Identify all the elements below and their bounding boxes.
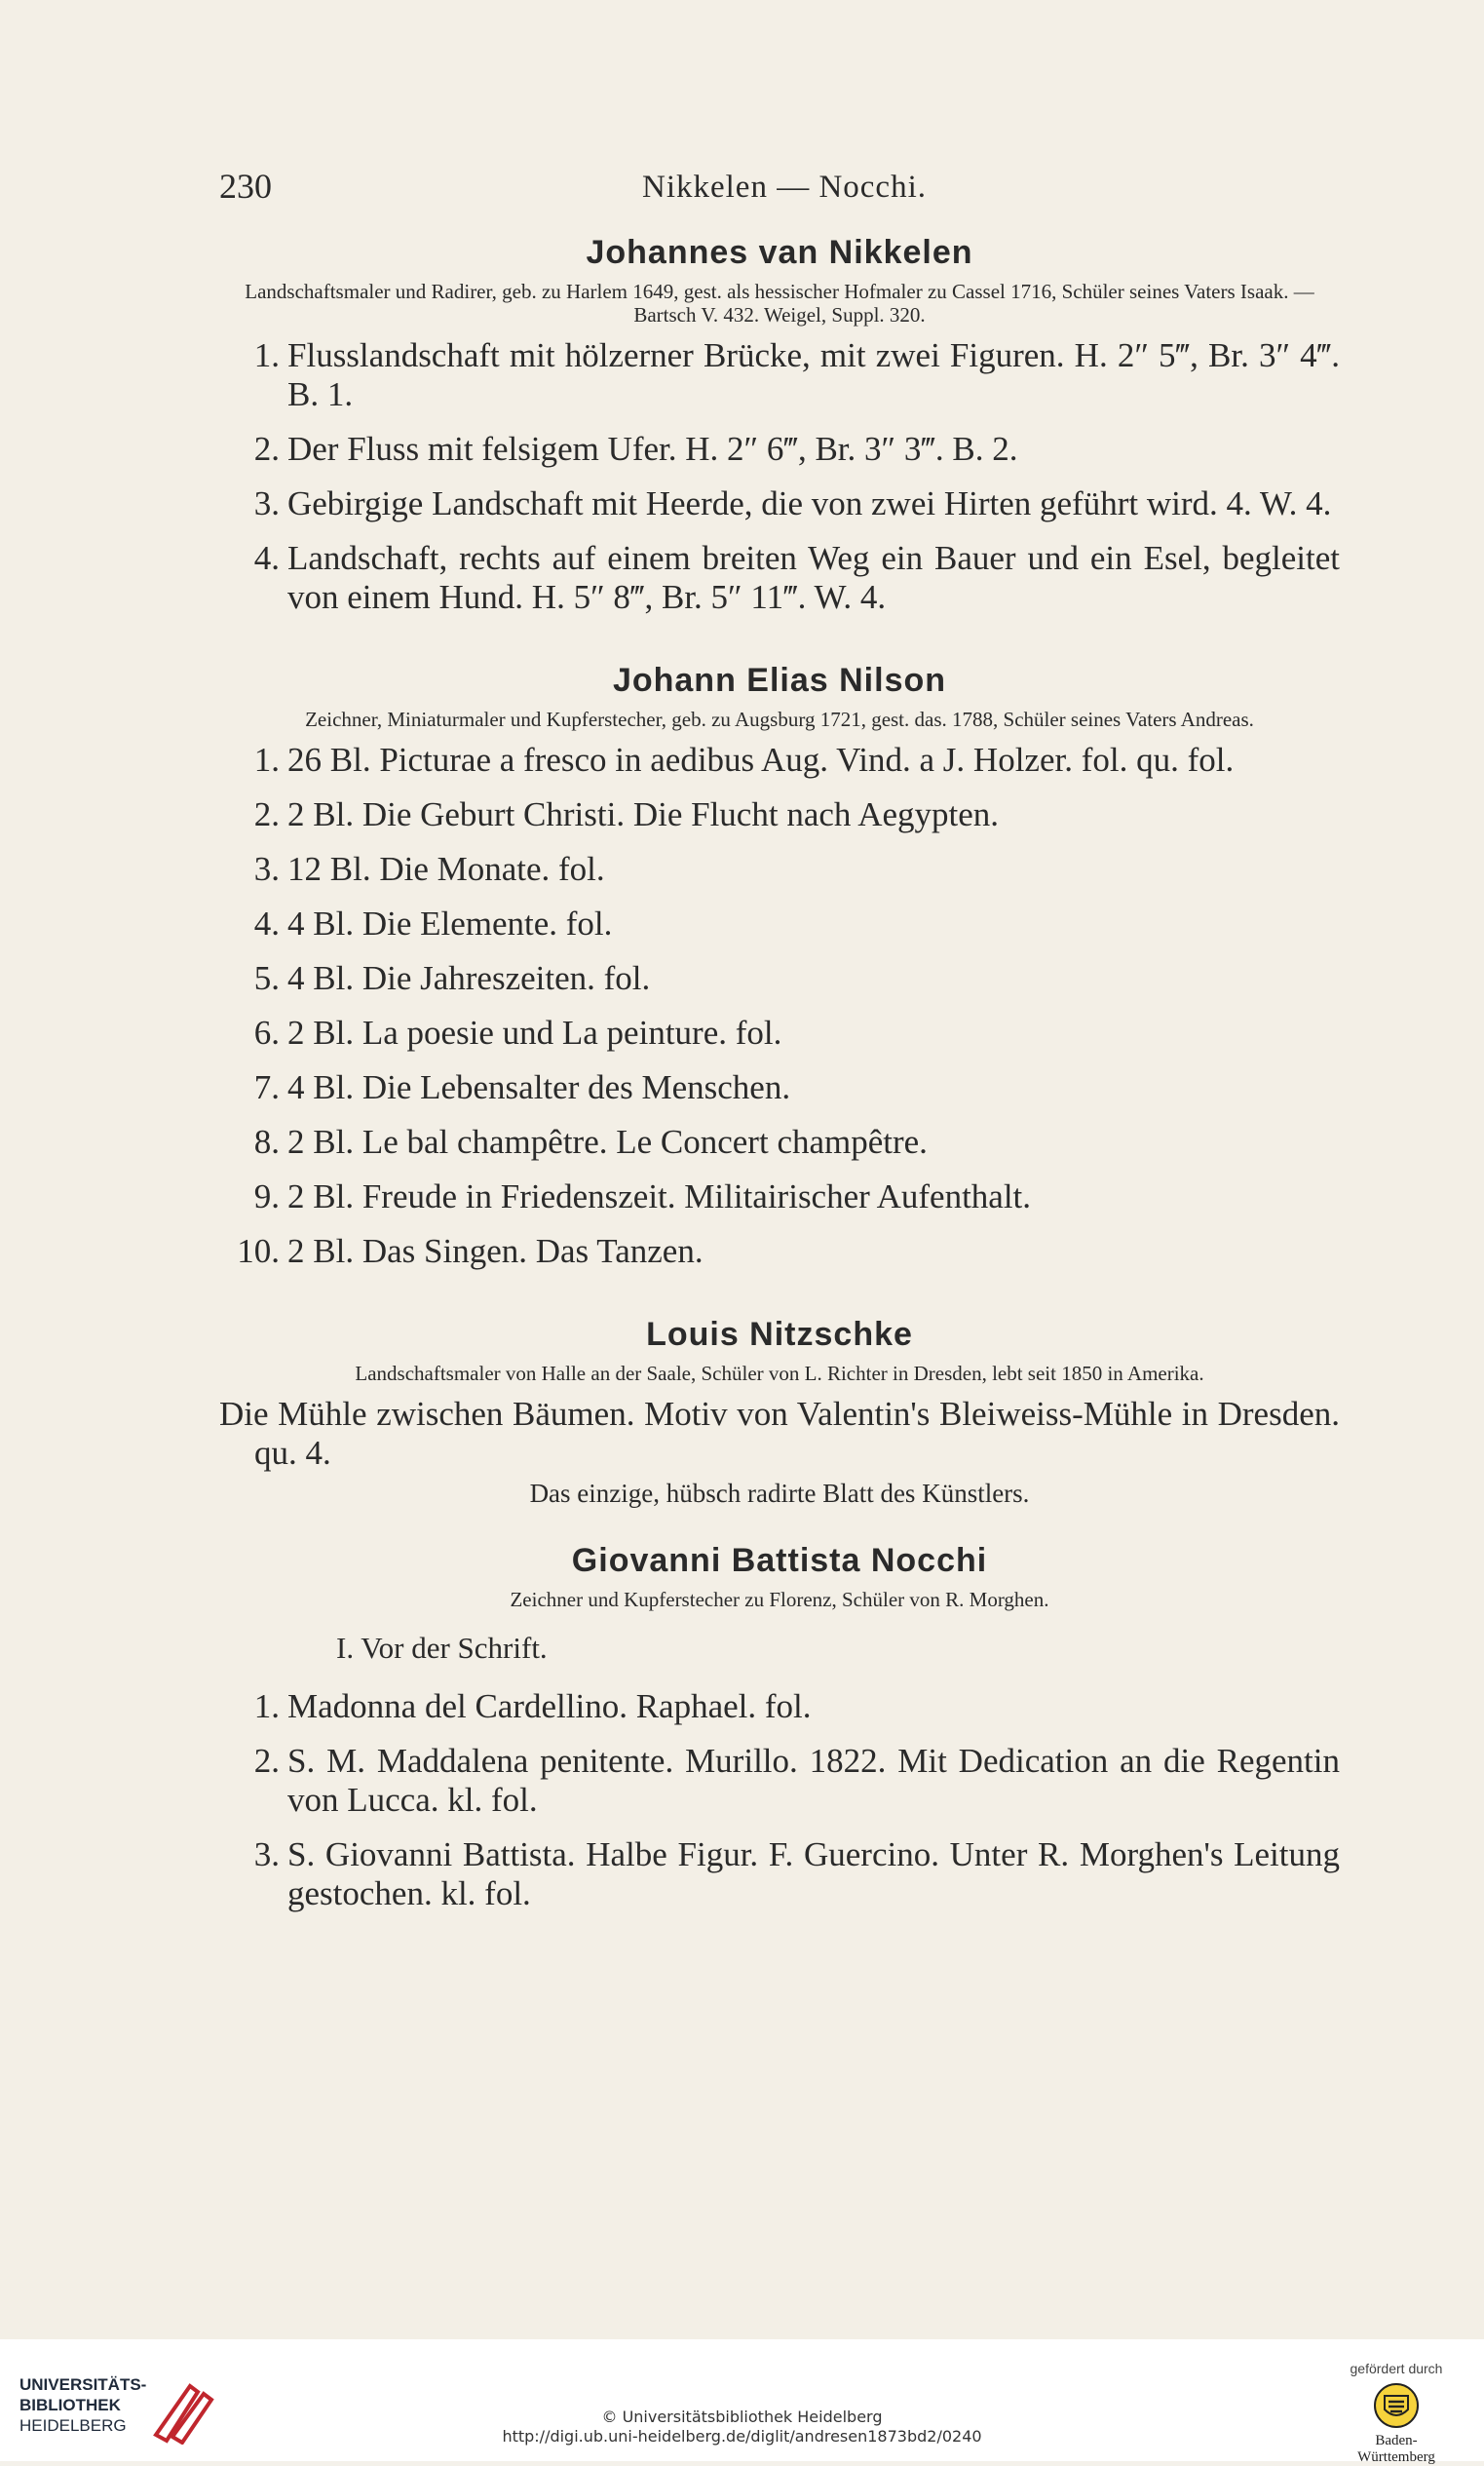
catalog-entry: Die Mühle zwischen Bäumen. Motiv von Valentin's Bleiweiss-Mühle in Dresden. qu. 4. bbox=[219, 1395, 1340, 1472]
page-number: 230 bbox=[219, 167, 272, 206]
footer-credits bbox=[0, 2408, 1484, 2447]
running-title: Nikkelen — Nocchi. bbox=[641, 170, 927, 205]
catalog-entry: 6. 2 Bl. La poesie und La peinture. fol. bbox=[253, 1014, 782, 1052]
artist-heading-nikkelen: Johannes van Nikkelen bbox=[586, 234, 973, 271]
catalog-entry: 1. 26 Bl. Picturae a fresco in aedibus Aug. Vind. a J. Holzer. fol. qu. fol. bbox=[253, 741, 1235, 779]
catalog-entry: 10. 2 Bl. Das Singen. Das Tanzen. bbox=[237, 1232, 704, 1270]
catalog-entry: 3. Gebirgige Landschaft mit Heerde, die von zwei Hirten geführt wird. 4. W. 4. bbox=[253, 484, 1332, 522]
page-content bbox=[219, 234, 1340, 1913]
artist-bio-nikkelen: Landschaftsmaler und Radirer, geb. zu Harlem 1649, gest. als hessischer Hofmaler zu Cassel 1716, Schüler seines Vaters Isaak. — Bartsch V. 432. Weigel, Suppl. 320. bbox=[245, 280, 1314, 327]
catalog-entry: 4. Landschaft, rechts auf einem breiten Weg ein Bauer und ein Esel, begleitet von einem Hund. H. 5″ 8‴, Br. 5″ 11‴. W. 4. bbox=[253, 539, 1340, 616]
funder-logo[interactable] bbox=[1338, 2361, 1455, 2466]
section-subheading: I. Vor der Schrift. bbox=[336, 1631, 548, 1665]
artist-bio-nocchi: Zeichner und Kupferstecher zu Florenz, Schüler von R. Morghen. bbox=[510, 1588, 1049, 1611]
catalog-entry: 3. 12 Bl. Die Monate. fol. bbox=[253, 850, 605, 888]
artist-heading-nilson: Johann Elias Nilson bbox=[612, 662, 947, 699]
catalog-entry: 5. 4 Bl. Die Jahreszeiten. fol. bbox=[253, 959, 651, 997]
artist-bio-nilson: Zeichner, Miniaturmaler und Kupferstecher, geb. zu Augsburg 1721, gest. das. 1788, Schüler seines Vaters Andreas. bbox=[305, 708, 1254, 731]
artist-heading-nocchi: Giovanni Battista Nocchi bbox=[571, 1542, 988, 1579]
coat-of-arms-icon bbox=[1373, 2382, 1420, 2429]
catalog-entry: 2. Der Fluss mit felsigem Ufer. H. 2″ 6‴, Br. 3″ 3‴. B. 2. bbox=[253, 430, 1018, 468]
catalog-entry: 2. S. M. Maddalena penitente. Murillo. 1822. Mit Dedication an die Regentin von Lucca. kl. fol. bbox=[253, 1742, 1340, 1819]
viewer-footer bbox=[0, 2339, 1484, 2465]
permalink-url[interactable]: http://digi.ub.uni-heidelberg.de/diglit/andresen1873bd2/0240 bbox=[502, 2427, 982, 2446]
library-name-line2: BIBLIOTHEK bbox=[19, 2396, 121, 2414]
artist-heading-nitzschke: Louis Nitzschke bbox=[646, 1316, 913, 1353]
funded-by-label: gefördert durch bbox=[1350, 2361, 1443, 2376]
catalog-entry: 7. 4 Bl. Die Lebensalter des Menschen. bbox=[253, 1068, 791, 1106]
funder-name: Baden-Württemberg bbox=[1357, 2433, 1435, 2465]
catalog-entry: 9. 2 Bl. Freude in Friedenszeit. Militairischer Aufenthalt. bbox=[253, 1177, 1032, 1215]
catalog-entry: 3. S. Giovanni Battista. Halbe Figur. F. Guercino. Unter R. Morghen's Leitung gestochen. kl. fol. bbox=[253, 1835, 1340, 1912]
library-name-line3: HEIDELBERG bbox=[19, 2416, 127, 2435]
copyright-text: © Universitätsbibliothek Heidelberg bbox=[601, 2408, 883, 2426]
catalog-entry: 8. 2 Bl. Le bal champêtre. Le Concert champêtre. bbox=[253, 1123, 928, 1161]
catalog-entry: 2. 2 Bl. Die Geburt Christi. Die Flucht nach Aegypten. bbox=[253, 795, 1000, 833]
catalog-note: Das einzige, hübsch radirte Blatt des Künstlers. bbox=[529, 1479, 1030, 1508]
library-name-line1: UNIVERSITÄTS- bbox=[19, 2375, 147, 2394]
catalog-entry: 4. 4 Bl. Die Elemente. fol. bbox=[253, 905, 613, 943]
catalog-entry: 1. Madonna del Cardellino. Raphael. fol. bbox=[253, 1687, 812, 1725]
artist-bio-nitzschke: Landschaftsmaler von Halle an der Saale, Schüler von L. Richter in Dresden, lebt seit 1850 in Amerika. bbox=[355, 1362, 1204, 1385]
catalog-entry: 1. Flusslandschaft mit hölzerner Brücke, mit zwei Figuren. H. 2″ 5‴, Br. 3″ 4‴. B. 1. bbox=[253, 336, 1340, 413]
